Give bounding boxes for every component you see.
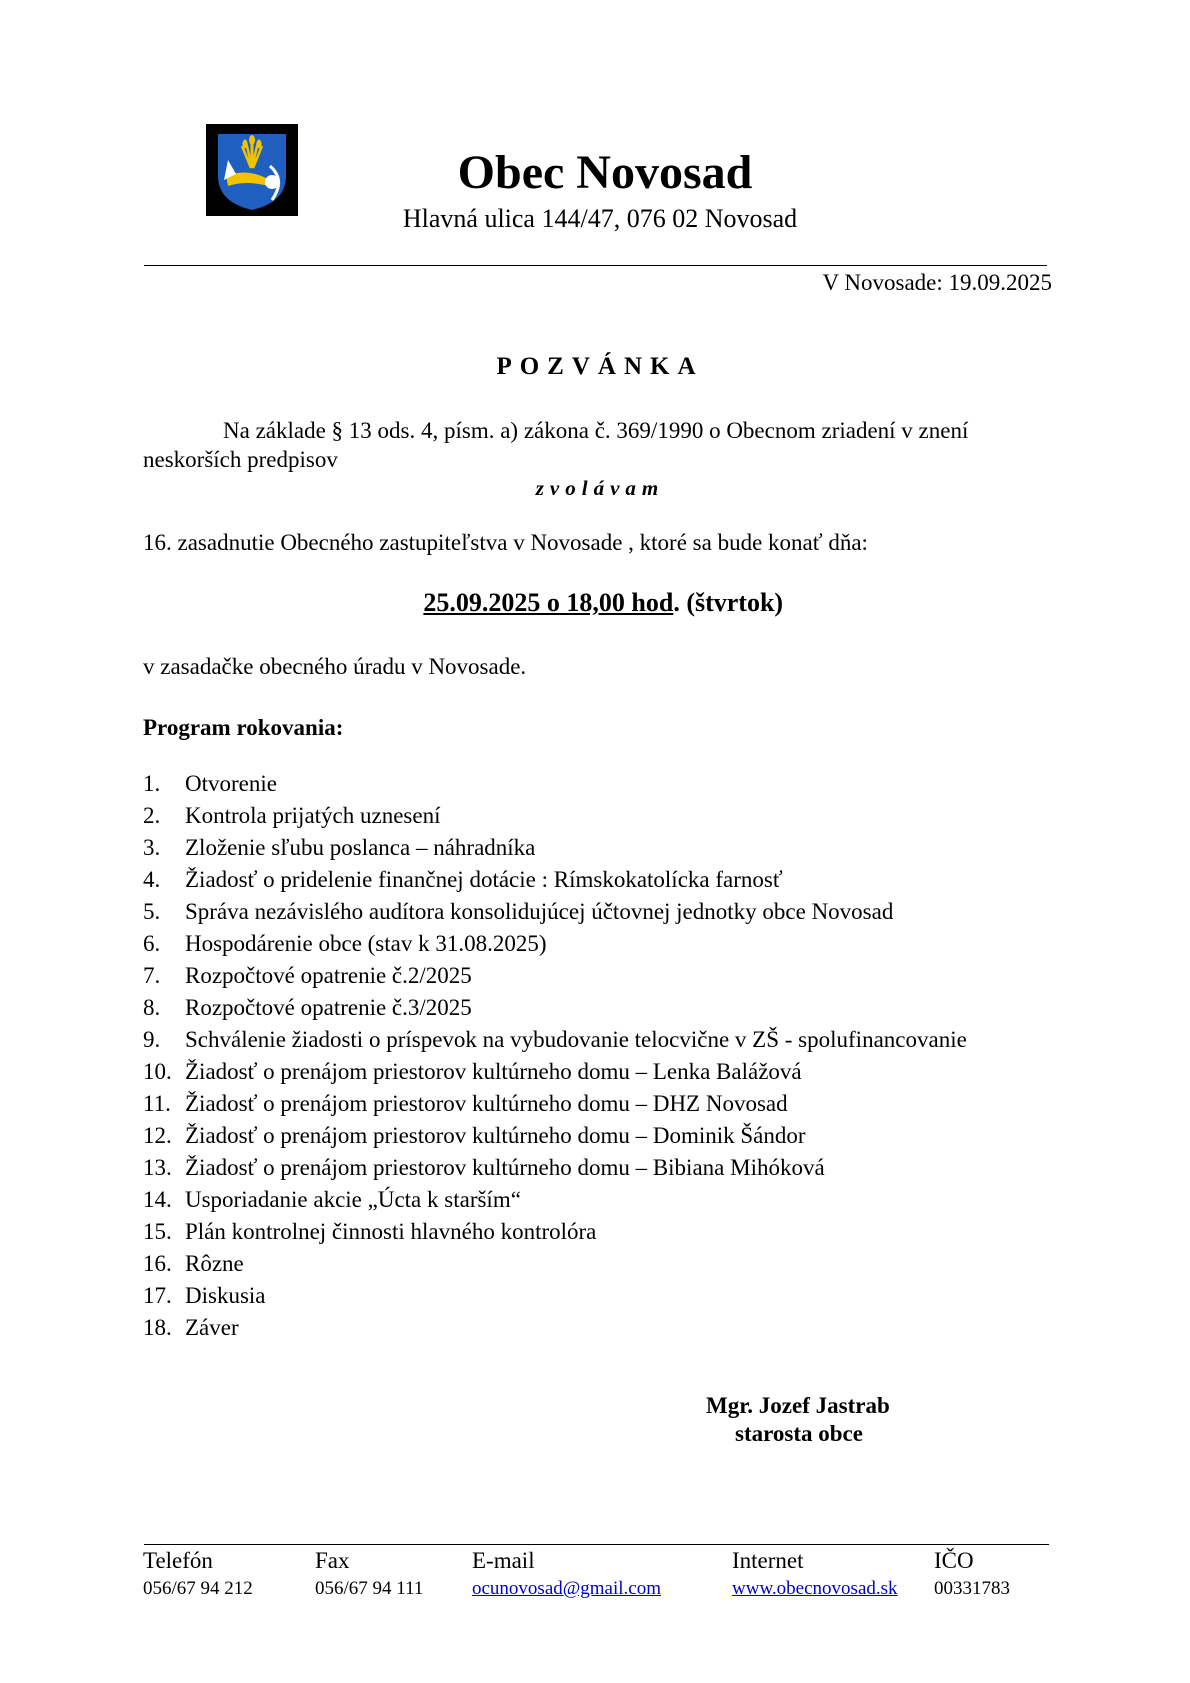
agenda-item-number: 15. [143, 1219, 172, 1244]
agenda-item-number: 4. [143, 867, 161, 892]
agenda-item-number: 8. [143, 995, 161, 1020]
agenda-item [143, 1088, 967, 1120]
signer-name: Mgr. Jozef Jastrab [706, 1393, 890, 1418]
agenda-item [143, 1248, 967, 1280]
venue: v zasadačke obecného úradu v Novosade. [143, 654, 527, 679]
agenda-item-number: 10. [143, 1059, 172, 1084]
document-title: POZVÁNKA [496, 353, 704, 380]
org-name: Obec Novosad [457, 146, 753, 199]
agenda-item-text: Žiadosť o prenájom priestorov kultúrneho domu – Lenka Balážová [185, 1059, 802, 1084]
agenda-item-text: Diskusia [185, 1283, 266, 1308]
agenda-item [143, 1024, 967, 1056]
agenda-list [143, 768, 967, 1344]
agenda-item-text: Žiadosť o pridelenie finančnej dotácie : Rímskokatolícka farnosť [185, 867, 783, 892]
footer-web-link[interactable]: www.obecnovosad.sk [732, 1578, 898, 1599]
agenda-item [143, 864, 967, 896]
agenda-item-number: 1. [143, 771, 161, 796]
footer-email-label: E-mail [472, 1548, 535, 1573]
agenda-item-text: Žiadosť o prenájom priestorov kultúrneho domu – DHZ Novosad [185, 1091, 788, 1116]
agenda-item-text: Hospodárenie obce (stav k 31.08.2025) [185, 931, 547, 956]
agenda-item-text: Plán kontrolnej činnosti hlavného kontrolóra [185, 1219, 597, 1244]
agenda-heading: Program rokovania: [143, 715, 344, 740]
agenda-item-number: 17. [143, 1283, 172, 1308]
convene-word: zvolávam [535, 476, 665, 500]
agenda-item [143, 1184, 967, 1216]
intro-line-2: neskorších predpisov [143, 447, 338, 472]
agenda-item [143, 1056, 967, 1088]
agenda-item-number: 7. [143, 963, 161, 988]
agenda-item [143, 1280, 967, 1312]
agenda-item-text: Žiadosť o prenájom priestorov kultúrneho domu – Bibiana Mihóková [185, 1155, 825, 1180]
footer-email-link[interactable]: ocunovosad@gmail.com [472, 1578, 661, 1599]
footer-phone: 056/67 94 212 [143, 1578, 253, 1599]
footer-fax: 056/67 94 111 [315, 1578, 424, 1599]
agenda-item [143, 800, 967, 832]
header-divider [144, 265, 1047, 266]
meeting-day: . (štvrtok) [673, 588, 784, 617]
agenda-item-number: 16. [143, 1251, 172, 1276]
intro-line-1: Na základe § 13 ods. 4, písm. a) zákona č. 369/1990 o Obecnom zriadení v znení [223, 418, 969, 443]
agenda-item-text: Žiadosť o prenájom priestorov kultúrneho domu – Dominik Šándor [185, 1123, 806, 1148]
footer-ico: 00331783 [934, 1578, 1010, 1599]
agenda-item [143, 1152, 967, 1184]
agenda-item-text: Kontrola prijatých uznesení [185, 803, 441, 828]
agenda-item-text: Správa nezávislého audítora konsolidujúcej účtovnej jednotky obce Novosad [185, 899, 894, 924]
agenda-item [143, 960, 967, 992]
date-line: V Novosade: 19.09.2025 [822, 270, 1052, 295]
agenda-item-text: Rozpočtové opatrenie č.2/2025 [185, 963, 472, 988]
agenda-item-text: Zloženie sľubu poslanca – náhradníka [185, 835, 536, 860]
agenda-item-number: 11. [143, 1091, 171, 1116]
org-address: Hlavná ulica 144/47, 076 02 Novosad [402, 204, 798, 233]
footer-web-label: Internet [732, 1548, 804, 1573]
agenda-item-text: Záver [185, 1315, 239, 1340]
agenda-item [143, 992, 967, 1024]
agenda-item-text: Usporiadanie akcie „Úcta k starším“ [185, 1187, 521, 1212]
agenda-item-number: 3. [143, 835, 161, 860]
agenda-item [143, 1120, 967, 1152]
agenda-item-number: 2. [143, 803, 161, 828]
footer-phone-label: Telefón [143, 1548, 213, 1573]
agenda-item-number: 13. [143, 1155, 172, 1180]
agenda-item-number: 18. [143, 1315, 172, 1340]
meeting-datetime [0, 588, 1190, 618]
footer-divider [144, 1544, 1049, 1545]
meeting-date-time: 25.09.2025 o 18,00 hod [423, 588, 674, 617]
signer-role: starosta obce [735, 1421, 863, 1446]
agenda-item-text: Rozpočtové opatrenie č.3/2025 [185, 995, 472, 1020]
agenda-item-number: 9. [143, 1027, 161, 1052]
agenda-item-number: 5. [143, 899, 161, 924]
agenda-item [143, 1312, 967, 1344]
footer-fax-label: Fax [315, 1548, 350, 1573]
agenda-item [143, 896, 967, 928]
footer-ico-label: IČO [934, 1548, 974, 1573]
agenda-item [143, 832, 967, 864]
agenda-item-text: Otvorenie [185, 771, 277, 796]
agenda-item-number: 12. [143, 1123, 172, 1148]
agenda-item [143, 928, 967, 960]
agenda-item-text: Schválenie žiadosti o príspevok na vybudovanie telocvične v ZŠ - spolufinancovanie [185, 1027, 967, 1052]
session-line: 16. zasadnutie Obecného zastupiteľstva v Novosade , ktoré sa bude konať dňa: [143, 530, 868, 555]
agenda-item-number: 14. [143, 1187, 172, 1212]
agenda-item [143, 1216, 967, 1248]
agenda-item [143, 768, 967, 800]
agenda-item-number: 6. [143, 931, 161, 956]
agenda-item-text: Rôzne [185, 1251, 244, 1276]
